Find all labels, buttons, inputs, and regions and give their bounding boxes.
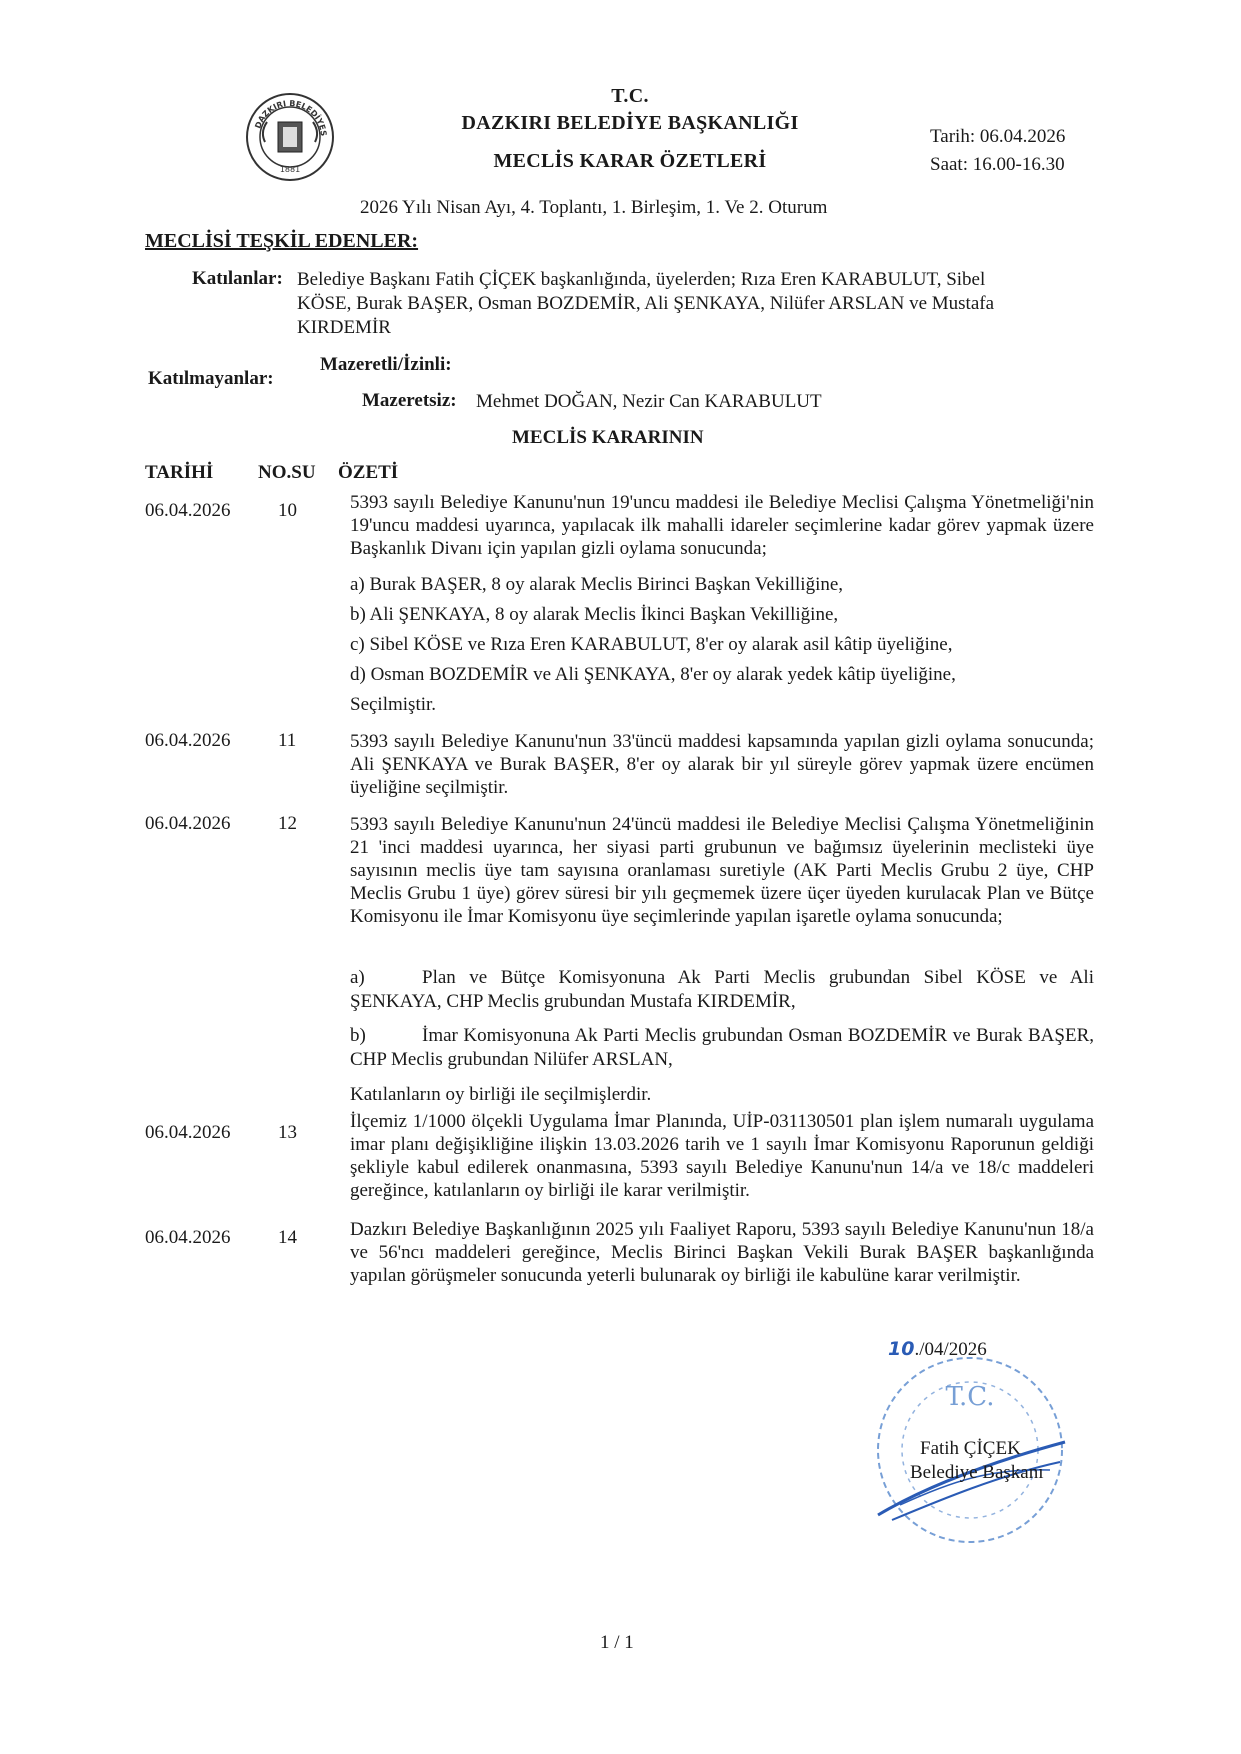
unexcused-label: Mazeretsiz: [362,390,457,411]
unexcused-names: Mehmet DOĞAN, Nezir Can KARABULUT [476,391,822,412]
item-12-sub-b-text: İmar Komisyonuna Ak Parti Meclis grubundan Osman BOZDEMİR ve Burak BAŞER, CHP Meclis grubundan Nilüfer ARSLAN, [350,1025,1094,1070]
header-date [930,126,1065,148]
item-12-sub-b [350,1024,1094,1072]
item-10-sub-a: a) Burak BAŞER, 8 oy alarak Meclis Birinci Başkan Vekilliğine, [350,574,844,595]
decisions-heading: MECLİS KARARININ [512,427,704,448]
item-14-number: 14 [278,1227,297,1248]
date-label: Tarih: [930,126,976,147]
time-label: Saat: [930,154,968,175]
signature-date-rest: ./04/2026 [914,1339,987,1360]
seal-year: 1881 [279,165,301,174]
header-tc: T.C. [611,85,649,107]
item-10-sub-d: d) Osman BOZDEMİR ve Ali ŞENKAYA, 8'er oy alarak yedek kâtip üyeliğine, [350,664,956,685]
seal-text: DAZKIRI BELEDİYES [253,98,329,137]
header-time [930,154,1065,176]
signatory-title: Belediye Başkanı [910,1462,1044,1483]
page-number: 1 / 1 [600,1632,634,1653]
attendees-line-1: Belediye Başkanı Fatih ÇİÇEK başkanlığında, üyelerden; Rıza Eren KARABULUT, Sibel [297,269,986,290]
item-10-sub-b: b) Ali ŞENKAYA, 8 oy alarak Meclis İkinci Başkan Vekilliğine, [350,604,839,625]
item-13-number: 13 [278,1122,297,1143]
item-10-date: 06.04.2026 [145,500,231,521]
item-10-number: 10 [278,500,297,521]
attendees-line-2: KÖSE, Burak BAŞER, Osman BOZDEMİR, Ali ŞENKAYA, Nilüfer ARSLAN ve Mustafa [297,293,995,314]
composition-title: MECLİSİ TEŞKİL EDENLER: [145,230,419,252]
stamp-text: T.C. [945,1382,995,1412]
item-12-sub-a-tag: a) [350,967,365,988]
date-value: 06.04.2026 [979,126,1066,147]
column-summary: ÖZETİ [338,462,399,483]
item-12-number: 12 [278,813,297,834]
item-13-date: 06.04.2026 [145,1122,231,1143]
item-10-text: 5393 sayılı Belediye Kanunu'nun 19'uncu maddesi ile Belediye Meclisi Çalışma Yönetmeliği'nin 19'uncu maddesi uyarınca, yapılacak ilk mahalli idareler seçimlerine kadar görev yapmak üzere Başkanlık Divanı için yapılan gizli oylama sonucunda; [350,492,1094,559]
column-date: TARİHİ [145,462,214,483]
session-info: 2026 Yılı Nisan Ayı, 4. Toplantı, 1. Birleşim, 1. Ve 2. Oturum [360,197,828,218]
item-11-text: 5393 sayılı Belediye Kanunu'nun 33'üncü maddesi kapsamında yapılan gizli oylama sonucunda; Ali ŞENKAYA ve Burak BAŞER, 8'er oy alarak bir yıl süreyle görev yapmak üzere encümen üyeliğine seçilmiştir. [350,731,1094,798]
excused-label: Mazeretli/İzinli: [320,354,452,375]
signatory-name: Fatih ÇİÇEK [920,1438,1021,1459]
item-14-date: 06.04.2026 [145,1227,231,1248]
absent-label: Katılmayanlar: [148,368,274,389]
item-12-sub-b-tag: b) [350,1025,366,1046]
item-11-date: 06.04.2026 [145,730,231,751]
item-12-text: 5393 sayılı Belediye Kanunu'nun 24'üncü maddesi ile Belediye Meclisi Çalışma Yönetmeliğinin 21 'inci maddesi uyarınca, her siyasi parti grubunun ve bağımsız üyelerinin meclisteki üye sayısının meclis üye tam sayısına oranlaması suretiyle (AK Parti Meclis Grubu 2 üye, CHP Meclis Grubu 1 üye) görev süresi bir yılı geçmemek üzere üçer üyeden kurulacak Plan ve Bütçe Komisyonu ile İmar Komisyonu üye seçimlerinde yapılan işaretle oylama sonucunda; [350,814,1094,927]
header-doc-title: MECLİS KARAR ÖZETLERİ [493,150,767,172]
item-14-text: Dazkırı Belediye Başkanlığının 2025 yılı Faaliyet Raporu, 5393 sayılı Belediye Kanunu'nun 18/a ve 56'ncı maddeleri gereğince, Meclis Birinci Başkan Vekili Burak BAŞER başkanlığında yapılan görüşmeler sonucunda yeterli bulunarak oy birliği ile kabulüne karar verilmiştir. [350,1219,1094,1286]
column-number: NO.SU [258,462,316,483]
signature-date-handwritten: 10 [888,1338,915,1360]
item-12-date: 06.04.2026 [145,813,231,834]
item-10-sub-c: c) Sibel KÖSE ve Rıza Eren KARABULUT, 8'er oy alarak asil kâtip üyeliğine, [350,634,953,655]
attendees-label: Katılanlar: [192,268,283,289]
item-13-text: İlçemiz 1/1000 ölçekli Uygulama İmar Planında, UİP-031130501 plan işlem numaralı uygulama imar planı değişikliğine ilişkin 13.03.2026 tarih ve 1 sayılı İmar Komisyonu Raporunun geldiği şekliyle kabul edilerek onanmasına, 5393 sayılı Belediye Kanunu'nun 14/a ve 18/c maddeleri gereğince, katılanların oy birliği ile karar verilmiştir. [350,1111,1094,1201]
attendees-line-3: KIRDEMİR [297,317,391,338]
item-12-sub-a-text: Plan ve Bütçe Komisyonuna Ak Parti Meclis grubundan Sibel KÖSE ve Ali ŞENKAYA, CHP Meclis grubundan Mustafa KIRDEMİR, [350,967,1094,1012]
item-10-closing: Seçilmiştir. [350,694,437,715]
header-institution: DAZKIRI BELEDİYE BAŞKANLIĞI [461,112,799,134]
item-11-number: 11 [278,730,297,751]
time-value: 16.00-16.30 [972,154,1065,175]
municipality-seal [245,92,335,182]
item-12-sub-a [350,966,1094,1014]
item-12-closing: Katılanların oy birliği ile seçilmişlerdir. [350,1084,652,1105]
